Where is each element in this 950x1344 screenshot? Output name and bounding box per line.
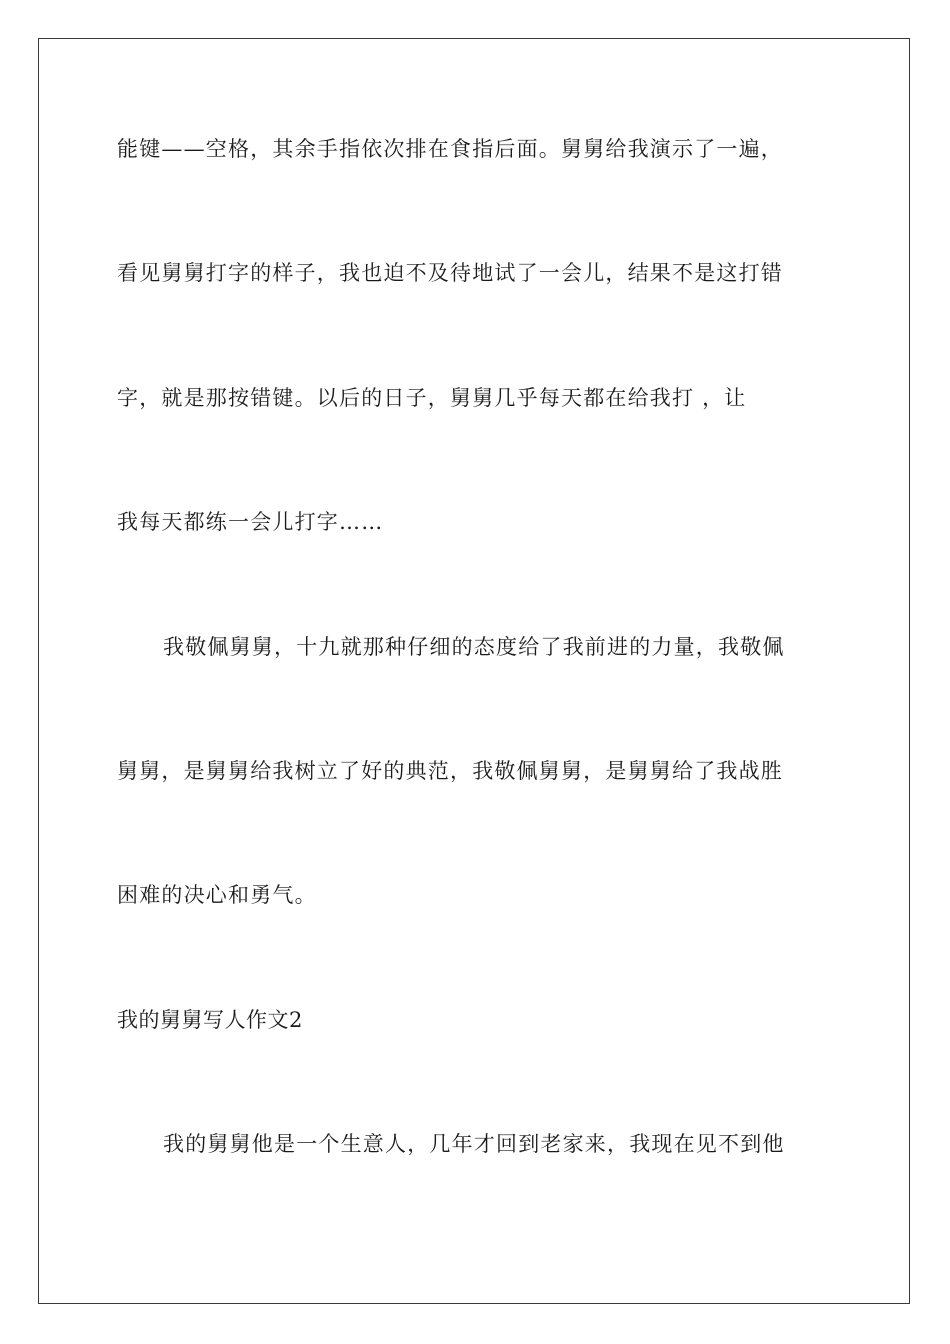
body-text-line-1: 能键——空格，其余手指依次排在食指后面。舅舅给我演示了一遍，	[117, 137, 783, 161]
body-text-line-8: 我的舅舅他是一个生意人，几年才回到老家来，我现在见不到他	[163, 1132, 785, 1156]
section-heading: 我的舅舅写人作文2	[117, 1008, 303, 1032]
body-text-line-3: 字，就是那按错键。以后的日子，舅舅几乎每天都在给我打 ，让	[117, 386, 747, 410]
body-text-line-5: 我敬佩舅舅，十九就那种仔细的态度给了我前进的力量，我敬佩	[163, 635, 785, 659]
page-frame	[38, 38, 910, 1304]
body-text-line-6: 舅舅，是舅舅给我树立了好的典范，我敬佩舅舅，是舅舅给了我战胜	[117, 759, 783, 783]
body-text-line-2: 看见舅舅打字的样子，我也迫不及待地试了一会儿，结果不是这打错	[117, 261, 783, 285]
body-text-line-4: 我每天都练一会儿打字……	[117, 510, 384, 534]
body-text-line-7: 困难的决心和勇气。	[117, 883, 317, 907]
